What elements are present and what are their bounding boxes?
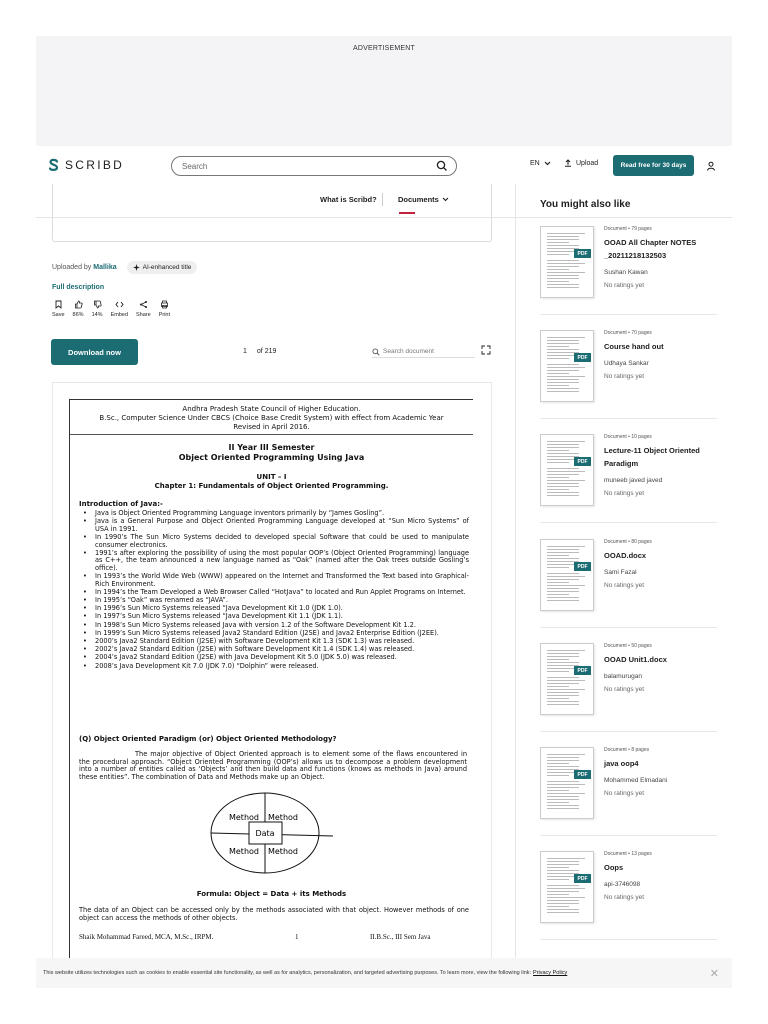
language-selector[interactable]	[530, 160, 551, 167]
thumbnail-line	[547, 775, 569, 776]
related-document-card[interactable]	[540, 539, 717, 643]
card-divider	[540, 627, 717, 628]
upload-button[interactable]	[564, 159, 598, 167]
thumbnail-line	[547, 573, 579, 574]
document-title[interactable]: java oop4	[604, 759, 639, 768]
thumbnail-line	[547, 588, 579, 589]
upvote-action[interactable]	[73, 300, 84, 318]
list-item: • In 1990’s The Sun Micro Systems decided to developed special Software that could be used to manipulate consumer electronics.	[79, 534, 469, 549]
document-title[interactable]: OOAD Unit1.docx	[604, 655, 667, 664]
thumbnail-line	[547, 600, 579, 601]
document-thumbnail	[540, 643, 594, 715]
card-divider	[540, 835, 717, 836]
document-title[interactable]: Course hand out	[604, 342, 664, 351]
thumbnail-line	[547, 447, 579, 448]
related-document-card[interactable]	[540, 851, 717, 955]
upload-icon	[564, 159, 572, 167]
document-rating: No ratings yet	[604, 686, 645, 693]
unit-label: UNIT – I	[256, 473, 287, 481]
thumbnail-line	[547, 897, 585, 898]
page-footer-number: 1	[295, 933, 299, 941]
related-document-card[interactable]	[540, 747, 717, 851]
list-item: • 2002’s Java2 Standard Edition (J2SE) with Software Development Kit 1.4 (SDK 1.4) was released.	[79, 646, 469, 654]
thumbnail-line	[547, 567, 569, 568]
thumbnail-line	[547, 870, 579, 871]
thumbnail-line	[547, 760, 579, 761]
thumbnail-line	[547, 799, 579, 800]
list-item: • In 1994’s the Team Developed a Web Browser Called “HotJava” to located and Run Applet Programs on Internet.	[79, 589, 469, 597]
thumbnail-line	[547, 653, 579, 654]
subject-title: Object Oriented Programming Using Java	[178, 453, 365, 462]
thumbnail-line	[547, 671, 569, 672]
thumbnail-line	[547, 453, 579, 454]
page-header	[70, 405, 473, 432]
thumbnail-line	[547, 245, 579, 246]
thumbnail-line	[547, 474, 579, 475]
share-action[interactable]	[136, 300, 151, 318]
thumbnail-line	[547, 272, 585, 273]
thumbnail-line	[547, 686, 569, 687]
thumbnail-line	[547, 879, 569, 880]
document-thumbnail	[540, 226, 594, 298]
thumbnail-line	[547, 858, 585, 859]
related-document-card[interactable]	[540, 643, 717, 747]
document-author[interactable]: Sami Fazal	[604, 569, 637, 576]
thumbnail-line	[547, 888, 585, 889]
list-item: • In 1995’s “Oak” was renamed as “JAVA”.	[79, 597, 469, 605]
thumbnail-line	[547, 477, 569, 478]
thumbnail-line	[547, 677, 579, 678]
access-paragraph: The data of an Object can be accessed only by the methods associated with that object. However methods of one object can access the methods of other objects.	[79, 906, 469, 922]
search-input[interactable]	[171, 156, 457, 176]
list-item: • Java is a General Purpose and Object Oriented Programming Language developed at “Sun Micro Systems” of USA in 1991.	[79, 518, 469, 533]
thumbnail-line	[547, 483, 579, 484]
thumbnail-line	[547, 346, 569, 347]
thumbnail-line	[547, 549, 579, 550]
document-meta: Document • 10 pages	[604, 434, 652, 440]
header-line: Revised in April 2016.	[233, 423, 310, 431]
share-icon	[139, 300, 148, 309]
thumbnail-line	[547, 695, 579, 696]
ai-badge-label: AI-enhanced title	[142, 264, 192, 271]
document-search-placeholder: Search document	[383, 348, 434, 355]
fullscreen-icon[interactable]	[481, 345, 491, 355]
thumbnail-line	[547, 891, 579, 892]
document-thumbnail	[540, 539, 594, 611]
thumbnail-line	[547, 388, 579, 389]
document-meta: Document • 8 pages	[604, 747, 650, 753]
page-footer-author: Shaik Mohammad Fareed, MCA, M.Sc., IRPM.	[79, 933, 214, 941]
unit-title	[70, 473, 473, 491]
thumbnail-line	[547, 698, 569, 699]
related-documents-sidebar	[515, 184, 732, 988]
list-item: • 2008’s Java Development Kit 7.0 (JDK 7.0) “Dolphin” were released.	[79, 663, 469, 671]
document-description-box	[52, 184, 492, 242]
document-author[interactable]: Mohammed Elmadani	[604, 777, 668, 784]
thumbnail-line	[547, 367, 585, 368]
thumbnail-line	[547, 233, 585, 234]
thumbnail-line	[547, 594, 569, 595]
thumbnail-line	[547, 787, 579, 788]
pdf-badge: PDF	[574, 874, 591, 883]
thumbnail-line	[547, 269, 569, 270]
uploaded-by-label: Uploaded by	[52, 264, 92, 271]
ad-label: ADVERTISEMENT	[353, 45, 415, 52]
thumbnail-line	[547, 912, 579, 913]
thumbnail-line	[547, 763, 569, 764]
thumbnail-line	[547, 582, 569, 583]
thumbnail-line	[547, 441, 585, 442]
thumbnail-line	[547, 236, 579, 237]
logo-text: SCRIBD	[65, 158, 125, 172]
thumbnail-line	[547, 343, 579, 344]
card-divider	[540, 522, 717, 523]
document-page	[52, 382, 492, 988]
thumbnail-line	[547, 585, 585, 586]
documents-label: Documents	[398, 195, 439, 204]
related-document-card[interactable]	[540, 226, 717, 330]
thumbnail-line	[547, 894, 569, 895]
thumbnail-line	[547, 659, 569, 660]
thumbnail-line	[547, 546, 585, 547]
thumbnail-line	[547, 492, 579, 493]
thumbnail-line	[547, 903, 579, 904]
sparkle-icon	[133, 264, 140, 271]
thumbnail-line	[547, 576, 585, 577]
print-action[interactable]	[159, 300, 170, 318]
thumbnail-line	[547, 909, 579, 910]
page-total: of 219	[256, 348, 277, 355]
thumbnail-line	[547, 370, 579, 371]
document-thumbnail	[540, 747, 594, 819]
uploader-info	[52, 261, 197, 274]
download-button[interactable]: Download now	[51, 339, 138, 365]
document-thumbnail	[540, 851, 594, 923]
thumbnail-line	[547, 656, 579, 657]
thumbnail-line	[547, 242, 569, 243]
embed-action[interactable]	[111, 300, 128, 318]
thumbnail-line	[547, 462, 569, 463]
code-icon	[115, 300, 124, 309]
java-history-list	[79, 510, 469, 671]
thumbnail-line	[547, 278, 579, 279]
thumbnail-line	[547, 796, 579, 797]
formula: Formula: Object = Data + its Methods	[196, 890, 347, 898]
thumbnail-line	[547, 263, 585, 264]
top-header	[36, 146, 732, 184]
document-thumbnail	[540, 330, 594, 402]
thumbnail-line	[547, 340, 579, 341]
thumbnail-line	[547, 805, 579, 806]
method-label: Method	[267, 813, 299, 822]
full-description-link[interactable]: Full description	[52, 284, 105, 291]
thumbnail-line	[547, 364, 579, 365]
document-rating: No ratings yet	[604, 282, 645, 289]
uploader-link[interactable]: Mallika	[93, 264, 117, 271]
thumbnail-line	[547, 754, 585, 755]
thumbnail-line	[547, 468, 579, 469]
print-icon	[160, 300, 169, 309]
downvote-percent: 14%	[91, 312, 103, 318]
pdf-badge: PDF	[574, 562, 591, 571]
related-document-card[interactable]	[540, 434, 717, 538]
read-free-button[interactable]: Read free for 30 days	[613, 155, 694, 176]
document-meta: Document • 70 pages	[604, 330, 652, 336]
cookie-banner	[36, 958, 732, 988]
thumbnail-line	[547, 781, 579, 782]
list-item: • 2000’s Java2 Standard Edition (J2SE) with Software Development Kit 1.3 (SDK 1.3) was released.	[79, 638, 469, 646]
document-title[interactable]: OOAD All Chapter NOTES _20211218132503	[604, 238, 697, 260]
document-author[interactable]: muneeb javed javed	[604, 477, 663, 484]
list-item: • In 1993’s the World Wide Web (WWW) appeared on the Internet and Transformed the Text based into Graphical-Rich Environment.	[79, 573, 469, 588]
document-rating: No ratings yet	[604, 790, 645, 797]
chapter-title: Chapter 1: Fundamentals of Object Oriented Programming.	[154, 482, 389, 490]
advertisement-banner[interactable]	[36, 36, 732, 146]
thumbnail-line	[547, 287, 579, 288]
thumbnail-line	[547, 867, 569, 868]
document-title[interactable]: OOAD.docx	[604, 551, 647, 560]
cookie-text: This website utilizes technologies such as cookies to enable essential site functionality, as well as for analytics, personalization, and targeted advertising purposes. To learn more, view the following link:	[43, 970, 532, 976]
object-diagram	[210, 785, 334, 885]
thumbnail-line	[547, 591, 579, 592]
thumbnail-line	[547, 358, 569, 359]
thumbnail-line	[547, 450, 569, 451]
share-label: Share	[136, 312, 151, 318]
thumbnail-line	[547, 266, 579, 267]
thumbnail-line	[547, 480, 585, 481]
search-icon[interactable]	[436, 160, 448, 172]
thumbnail-line	[547, 683, 579, 684]
thumbnail-line	[547, 486, 579, 487]
list-item: • In 1997’s Sun Micro Systems released “Java Development Kit 1.1 (JDK 1.1).	[79, 613, 469, 621]
thumbnail-line	[547, 489, 569, 490]
thumbnail-line	[547, 260, 579, 261]
thumbnail-line	[547, 471, 585, 472]
intro-heading: Introduction of Java:-	[79, 500, 163, 508]
related-document-card[interactable]	[540, 330, 717, 434]
thumbnail-line	[547, 906, 569, 907]
user-account-button[interactable]	[702, 157, 720, 175]
scribd-page	[36, 36, 732, 988]
thumbnail-line	[547, 495, 579, 496]
related-heading: You might also like	[540, 199, 631, 210]
thumbnail-line	[547, 597, 579, 598]
document-actions	[52, 300, 178, 318]
thumbnail-line	[547, 650, 585, 651]
oop-paragraph: The major objective of Object Oriented approach is to element some of the flaws encountered in the procedural approach. “Object Oriented Programming (OOP’s) allows us to decompose a problem development into a number of entities called as ‘Objects’ and then build data and functions (knows as methods in Java) around these entities”. The combination of Data and Methods make up an Object.	[79, 750, 467, 781]
thumbnail-line	[547, 900, 579, 901]
thumbnail-line	[547, 680, 585, 681]
question-heading: (Q) Object Oriented Paradigm (or) Object Oriented Methodology?	[79, 735, 337, 743]
thumbnail-line	[547, 379, 579, 380]
document-title[interactable]: Oops	[604, 863, 624, 872]
list-item: • 1991’s after exploring the possibility of using the most popular OOP’s (Object Oriented Programming) language as C++, the team announced a new language named as “Oak” (named after the Oak trees outside Gosling’s office).	[79, 550, 469, 573]
bookmark-icon	[54, 300, 63, 309]
thumbnail-line	[547, 689, 585, 690]
search-placeholder: Search	[182, 161, 208, 171]
list-item: • In 1996’s Sun Micro Systems released “Java Development Kit 1.0 (JDK 1.0).	[79, 605, 469, 613]
thumbnail-line	[547, 692, 579, 693]
card-divider	[540, 939, 717, 940]
chevron-down-icon	[544, 161, 551, 166]
thumbnail-line	[547, 802, 569, 803]
privacy-policy-link[interactable]: Privacy Policy	[533, 970, 568, 976]
thumbnail-line	[547, 382, 579, 383]
document-meta: Document • 79 pages	[604, 226, 652, 232]
list-item: • In 1999’s Sun Micro Systems released Java2 Standard Edition (J2SE) and Java2 Enterprise Edition (J2EE).	[79, 630, 469, 638]
thumbnail-line	[547, 239, 579, 240]
scribd-logo-icon	[48, 158, 59, 172]
thumbnail-line	[547, 385, 569, 386]
header-line: Andhra Pradesh State Council of Higher Education.	[182, 405, 361, 413]
close-icon[interactable]: ✕	[709, 968, 719, 980]
method-label: Method	[267, 847, 299, 856]
method-label: Method	[228, 813, 260, 822]
document-rating: No ratings yet	[604, 373, 645, 380]
document-author[interactable]: Udhaya Sankar	[604, 360, 649, 367]
pdf-badge: PDF	[574, 666, 591, 675]
document-rating: No ratings yet	[604, 490, 645, 497]
thumbnail-line	[547, 391, 579, 392]
upvote-percent: 86%	[72, 312, 84, 318]
pdf-badge: PDF	[574, 249, 591, 258]
page-indicator	[243, 348, 276, 355]
what-is-scribd-link[interactable]: What is Scribd?	[320, 195, 377, 204]
thumbnail-line	[547, 284, 579, 285]
thumbnail-line	[547, 808, 579, 809]
pdf-badge: PDF	[574, 353, 591, 362]
save-action[interactable]	[52, 300, 65, 318]
thumbnail-line	[547, 579, 579, 580]
thumbs-down-icon	[93, 300, 102, 309]
downvote-action[interactable]	[92, 300, 103, 318]
pdf-badge: PDF	[574, 770, 591, 779]
thumbnail-line	[547, 766, 579, 767]
page-content	[69, 399, 473, 974]
user-icon	[706, 161, 716, 171]
document-rating: No ratings yet	[604, 582, 645, 589]
thumbs-up-icon	[74, 300, 83, 309]
thumbnail-line	[547, 793, 585, 794]
thumbnail-line	[547, 254, 569, 255]
thumbnail-line	[547, 281, 569, 282]
document-search-input[interactable]	[372, 346, 475, 358]
language-label: EN	[530, 160, 540, 167]
page-number-input[interactable]: 1	[243, 348, 247, 355]
thumbnail-line	[547, 337, 585, 338]
page-footer-course: II.B.Sc., III Sem Java	[370, 933, 431, 941]
thumbnail-line	[547, 444, 579, 445]
thumbnail-line	[547, 861, 579, 862]
document-meta: Document • 13 pages	[604, 851, 652, 857]
thumbnail-line	[547, 784, 585, 785]
header-rule	[70, 434, 473, 435]
thumbnail-line	[547, 757, 579, 758]
thumbnail-line	[547, 704, 579, 705]
embed-label: Embed	[110, 312, 129, 318]
list-item: • In 1998’s Sun Micro Systems released Java with version 1.2 of the Software Development Kit 1.2.	[79, 622, 469, 630]
card-divider	[540, 418, 717, 419]
thumbnail-line	[547, 376, 585, 377]
document-meta: Document • 80 pages	[604, 539, 652, 545]
year-semester: II Year III Semester	[228, 443, 315, 452]
thumbnail-line	[547, 275, 579, 276]
thumbnail-line	[547, 662, 579, 663]
course-title	[70, 443, 473, 463]
thumbnail-line	[547, 885, 579, 886]
header-line: B.Sc., Computer Science Under CBCS (Choice Base Credit System) with effect from Academic Year	[99, 414, 444, 422]
method-label: Method	[228, 847, 260, 856]
document-rating: No ratings yet	[604, 894, 645, 901]
scribd-logo[interactable]	[48, 158, 124, 172]
thumbnail-line	[547, 558, 579, 559]
data-label: Data	[255, 829, 275, 838]
search-icon	[372, 348, 380, 356]
document-title[interactable]: Lecture-11 Object Oriented Paradigm	[604, 446, 700, 468]
ai-enhanced-badge	[127, 261, 198, 274]
card-divider	[540, 314, 717, 315]
document-author[interactable]: balamurugan	[604, 673, 642, 680]
document-thumbnail	[540, 434, 594, 506]
document-author[interactable]: Sushan Kawan	[604, 269, 648, 276]
thumbnail-line	[547, 373, 569, 374]
document-author[interactable]: api-3746098	[604, 881, 641, 888]
page-top-border	[70, 399, 473, 400]
print-label: Print	[158, 312, 171, 318]
thumbnail-line	[547, 864, 579, 865]
list-item: • Java is Object Oriented Programming Language inventors primarily by “James Gosling”.	[79, 510, 469, 518]
thumbnail-line	[547, 555, 569, 556]
thumbnail-line	[547, 701, 579, 702]
save-label: Save	[52, 312, 65, 318]
thumbnail-line	[547, 349, 579, 350]
document-meta: Document • 50 pages	[604, 643, 652, 649]
list-item: • 2004’s Java2 Standard Edition (J2SE) with Java Development Kit 5.0 (JDK 5.0) was released.	[79, 654, 469, 662]
thumbnail-line	[547, 552, 579, 553]
upload-label: Upload	[576, 159, 599, 167]
thumbnail-line	[547, 790, 569, 791]
pdf-badge: PDF	[574, 457, 591, 466]
card-divider	[540, 731, 717, 732]
